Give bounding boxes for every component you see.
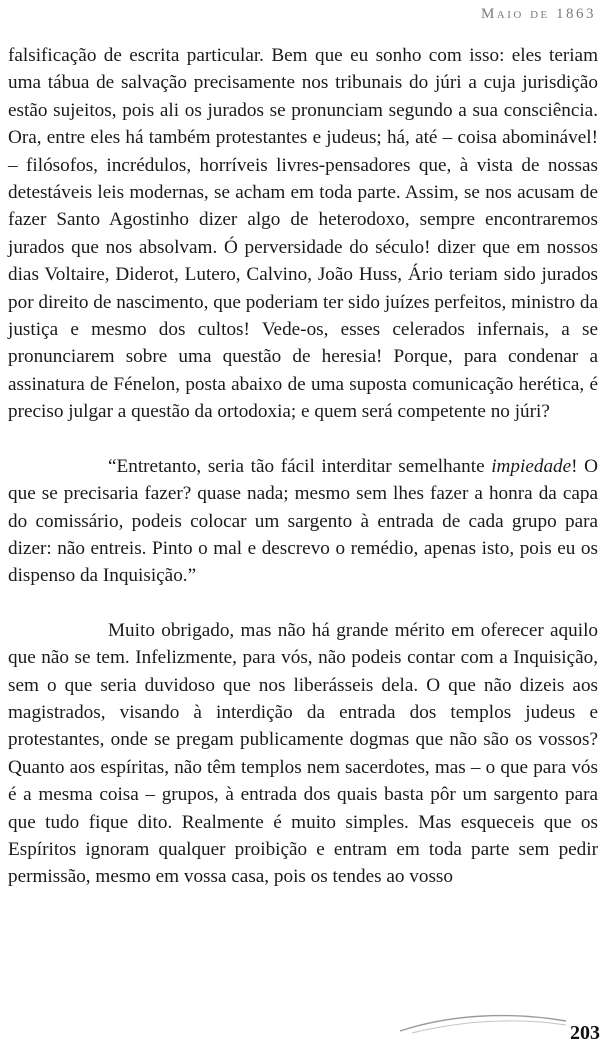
emphasis-impiedade: impiedade	[491, 455, 572, 477]
page-number-swoosh-icon	[398, 1009, 568, 1035]
paragraph-2	[8, 453, 598, 590]
page-number: 203	[570, 1022, 600, 1044]
paragraph-1: falsificação de escrita particular. Bem que eu sonho com isso: eles teriam uma tábua de salvação precisamente nos tribunais do júri a cuja jurisdição estão sujeitos, pois ali os jurados se pronunciam segundo a sua consciência. Ora, entre eles há também protestantes e judeus; há, até – coisa abominável! – filósofos, incrédulos, horríveis livres-pensadores que, à vista de nossas detestáveis leis modernas, se acham em toda parte. Assim, se nos acusam de fazer Santo Agostinho dizer algo de heterodoxo, sempre encontraremos jurados que nos absolvam. Ó perversidade do século! dizer que em nossos dias Voltaire, Diderot, Lutero, Calvino, João Huss, Ário teriam sido jurados por direito de nascimento, que poderiam ter sido juízes perfeitos, ministro da justiça e mesmo dos cultos! Vede-os, esses celerados infernais, a se pronunciarem sobre uma questão de heresia! Porque, para condenar a assinatura de Fénelon, posta abaixo de uma suposta comunicação herética, é preciso julgar a questão da ortodoxia; e quem será competente no júri?	[8, 45, 598, 423]
paragraph-gap	[8, 426, 598, 453]
paragraph-2-start: “Entretanto, seria tão fácil interditar semelhante	[108, 455, 492, 477]
body-text	[8, 42, 598, 891]
paragraph-2-end: ! O que se precisaria fazer? quase nada; mesmo sem lhes fazer a honra da capa do comissário, podeis colocar um sargento à entrada de cada grupo para dizer: não entreis. Pinto o mal e descrevo o remédio, apenas isto, pois eu os dispenso da Inquisição.”	[8, 455, 599, 587]
paragraph-gap	[8, 590, 598, 617]
paragraph-3: Muito obrigado, mas não há grande mérito em oferecer aquilo que não se tem. Infelizmente, para vós, não podeis contar com a Inquisição, sem o que seria duvidoso que nos liberásseis dela. O que não dizeis aos magistrados, visando à interdição da entrada dos templos judeus e protestantes, onde se pregam publicamente dogmas que não são os vossos? Quanto aos espíritas, não têm templos nem sacerdotes, mas – o que para vós é a mesma coisa – grupos, à entrada dos quais basta pôr um sargento para que tudo fique dito. Realmente é muito simples. Mas esqueceis que os Espíritos ignoram qualquer proibição e entram em toda parte sem pedir permissão, mesmo em vossa casa, pois os tendes ao vosso	[8, 619, 598, 888]
running-header: Maio de 1863	[480, 6, 596, 22]
